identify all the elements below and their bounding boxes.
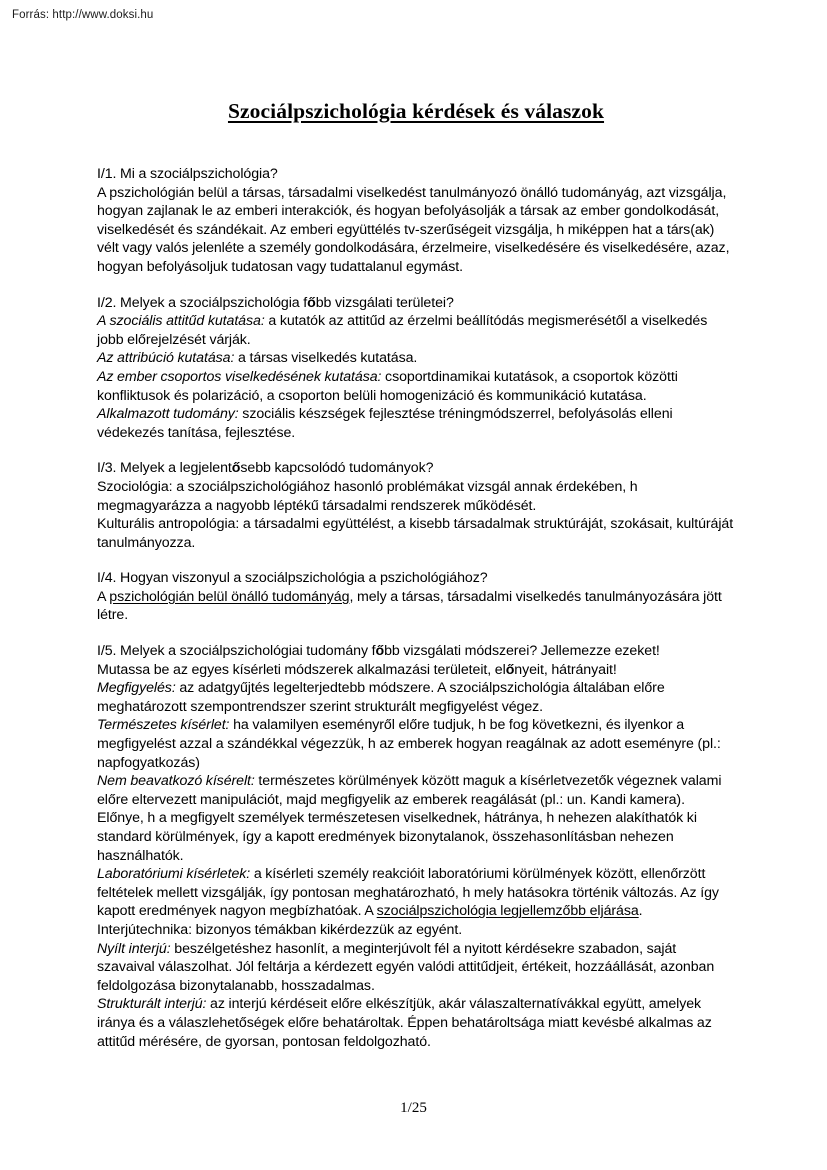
section-i4: [97, 569, 735, 625]
source-watermark: Forrás: http://www.doksi.hu: [12, 9, 154, 21]
section-i2-heading: [97, 294, 735, 313]
section-i5-item-5-lead: Nyílt interjú:: [97, 940, 171, 957]
section-i5-item-3-text-pre: a kísérleti személy reakcióit laboratóriumi körülmények között, ellenőrzött feltételek mellett vizsgálják, így pontosan meghatározható, h mely hatásokra történik változás. Az így kapott eredmények nagyon megbízhatóak. A: [97, 866, 719, 920]
section-i5-heading-line2-pre: Mutassa be az egyes kísérleti módszerek alkalmazási területeit, el: [97, 661, 506, 678]
section-i5-heading-line2-odbl: ő: [505, 661, 515, 678]
page-number: 1/25: [400, 1100, 427, 1116]
section-i2-heading-pre: I/2. Melyek a szociálpszichológia f: [97, 294, 308, 311]
section-i2-item-0-lead: A szociális attitűd kutatása:: [97, 313, 265, 330]
section-i2: [97, 294, 735, 443]
section-i5-item-1-lead: Természetes kísérlet:: [97, 717, 230, 734]
section-i4-heading: I/4. Hogyan viszonyul a szociálpszichológia a pszichológiához?: [97, 570, 488, 587]
section-i3-heading-odbl: ő: [231, 460, 241, 477]
page-title: Szociálpszichológia kérdések és válaszok: [227, 99, 605, 123]
section-i2-item-1-text: a társas viselkedés kutatása.: [234, 350, 418, 367]
section-i5-item-5-text: beszélgetéshez hasonlít, a meginterjúvolt fél a nyitott kérdésekre szabadon, saját szavaival válaszolhat. Jól feltárja a kérdezett egyén valódi attitűdjeit, értékeit, hozzáállását, azonban feldolgozása bizonytalanabb, hosszadalmas.: [97, 940, 715, 994]
section-i3-item-0: Szociológia: a szociálpszichológiához hasonló problémákat vizsgál annak érdekében, h megmagyarázza a nagyobb léptékű társadalmi rendszerek működését.: [97, 478, 638, 514]
section-i2-item-1: [97, 349, 735, 368]
section-i2-item-0-text: a kutatók az attitűd az érzelmi beállítódás megismerésétől a viselkedés jobb előrejelzését várják.: [97, 313, 708, 348]
section-i2-item-2-text: csoportdinamikai kutatások, a csoportok közötti konfliktusok és polarizáció, a csoporton belüli homogenizáció és kommunikáció kutatása.: [97, 368, 678, 404]
section-i5-item-2-lead: Nem beavatkozó kísérelt:: [97, 773, 255, 790]
document-body: [97, 165, 735, 1051]
section-i2-item-2-lead: Az ember csoportos viselkedésének kutatása:: [97, 368, 382, 385]
section-i5-item-2-text: természetes körülmények között maguk a kísérletvezetők végeznek valami előre eltervezett manipulációt, majd megfigyelik az emberek reagálását (pl.: un. Kandi kamera). Előnye, h a megfigyelt személyek természetesen viselkednek, hátránya, h nehezen alakíthatók ki standard körülmények, így a kapott eredmények bizonytalanok, összehasonlításban nehezen használhatók.: [97, 773, 722, 864]
section-i5: [97, 642, 735, 1051]
section-i3-heading-pre: I/3. Melyek a legjelent: [97, 460, 232, 477]
section-i5-item-1: [97, 716, 735, 772]
section-i5-item-6-text: az interjú kérdéseit előre elkészítjük, akár válaszalternatívákkal együtt, amelyek iránya és a válaszlehetőségek előre behatároltak. Éppen behatároltsága miatt kevésbé alkalmas az attitűd mérésére, de gyorsan, pontosan feldolgozható.: [97, 996, 712, 1050]
section-i5-item-0-text: az adatgyűjtés legelterjedtebb módszere. A szociálpszichológia általában előre meghatározott szempontrendszer szerint strukturált megfigyelést végez.: [97, 680, 665, 715]
section-i2-item-3: [97, 405, 735, 442]
section-i5-item-1-text: ha valamilyen eseményről előre tudjuk, h be fog következni, és ilyenkor a megfigyelést azzal a szándékkal végezzük, h az emberek hogyan reagálnak az adott eseményre (pl.: napfogyatkozás): [97, 717, 721, 771]
section-i2-item-1-lead: Az attribúció kutatása:: [97, 350, 235, 367]
section-i5-heading-line1-pre: I/5. Melyek a szociálpszichológiai tudomány f: [97, 643, 376, 660]
section-i3-heading: [97, 459, 735, 478]
section-i5-item-4: Interjútechnika: bizonyos témákban kikérdezzük az egyént.: [97, 921, 463, 938]
section-i5-item-3-lead: Laboratóriumi kísérletek:: [97, 866, 251, 883]
section-i5-item-3-text-post: .: [638, 903, 643, 920]
section-i4-body-pre: A: [97, 588, 110, 605]
section-i5-heading-line1-odbl: ő: [375, 643, 385, 660]
section-i3-heading-post: sebb kapcsolódó tudományok?: [240, 460, 434, 477]
section-i1-body: A pszichológián belül a társas, társadalmi viselkedést tanulmányozó önálló tudományág, azt vizsgálja, hogyan zajlanak le az emberi interakciók, és hogyan befolyásolják a társak az ember gondolkodását, viselkedését és szándékait. Az emberi együttélés tv-szerűségeit vizsgálja, h miképpen hat a társ(ak) vélt vagy valós jelenléte a személy gondolkodására, érzelmeire, viselkedésére és viselkedésére, azaz, hogyan befolyásoljuk tudatosan vagy tudattalanul egymást.: [97, 184, 730, 275]
section-i5-heading-line2-post: nyeit, hátrányait!: [514, 661, 617, 678]
section-i5-heading-line2: [97, 661, 735, 680]
section-i5-item-6-lead: Strukturált interjú:: [97, 996, 207, 1013]
section-i2-heading-post: bb vizsgálati területei?: [315, 294, 454, 311]
section-i2-item-3-text: szociális készségek fejlesztése tréningmódszerrel, befolyásolás elleni védekezés tanítása, fejlesztése.: [97, 406, 673, 441]
section-i1: [97, 165, 735, 277]
section-i2-item-0: [97, 312, 735, 349]
section-i3: [97, 459, 735, 552]
section-i4-body-post: , mely a társas, társadalmi viselkedés tanulmányozására jött létre.: [97, 588, 722, 624]
section-i4-body-underline: pszichológián belül önálló tudományág: [109, 588, 350, 605]
section-i5-item-0: [97, 679, 735, 716]
section-i3-item-1: Kulturális antropológia: a társadalmi együttélést, a kisebb társadalmak struktúráját, szokásait, kultúráját tanulmányozza.: [97, 516, 734, 551]
section-i1-heading: I/1. Mi a szociálpszichológia?: [97, 166, 278, 182]
section-i2-item-2: [97, 368, 735, 405]
section-i5-item-5: [97, 940, 735, 996]
section-i5-item-3-text-underline: szociálpszichológia legjellemzőbb eljárása: [376, 903, 639, 920]
section-i5-item-3: [97, 865, 735, 921]
section-i5-item-0-lead: Megfigyelés:: [97, 680, 176, 697]
section-i5-item-2: [97, 772, 735, 865]
section-i4-body: [97, 588, 735, 625]
section-i5-heading-line1-post: bb vizsgálati módszerei? Jellemezze ezeket!: [384, 643, 660, 660]
section-i2-item-3-lead: Alkalmazott tudomány:: [97, 406, 239, 423]
section-i5-item-6: [97, 995, 735, 1051]
section-i5-heading-line1: [97, 642, 735, 661]
section-i2-heading-odbl: ő: [307, 294, 316, 311]
